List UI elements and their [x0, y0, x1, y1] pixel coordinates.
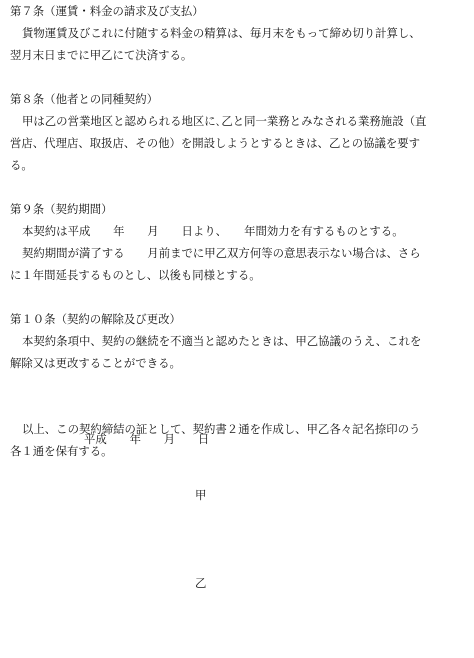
closing-text-line: 以上、この契約締結の証として、契約書２通を作成し、甲乙各々記名捺印のう	[22, 422, 421, 436]
article-7	[10, 0, 466, 66]
spacer	[10, 176, 466, 198]
article-text-line: 解除又は更改することができる。	[10, 356, 181, 370]
article-text-line: る。	[10, 158, 33, 172]
spacer	[10, 396, 466, 418]
article-9	[10, 198, 466, 286]
article-text-line: 貨物運賃及びこれに付随する料金の精算は、毎月末をもって締め切り計算し、	[22, 26, 421, 40]
party-a-label: 甲	[195, 488, 207, 502]
article-text-line: に１年間延長するものとし、以後も同様とする。	[10, 268, 261, 282]
article-heading: 第７条（運賃・料金の請求及び支払）	[10, 4, 204, 18]
article-text-line: 本契約は平成 年 月 日より、 年間効力を有するものとする。	[22, 224, 404, 238]
spacer	[10, 374, 466, 396]
article-text-line: 本契約条項中、契約の継続を不適当と認めたときは、甲乙協議のうえ、これを	[22, 334, 422, 348]
article-heading: 第９条（契約期間）	[10, 202, 113, 216]
article-text-line: 翌月末日までに甲乙にて決済する。	[10, 48, 193, 62]
party-b-label: 乙	[195, 576, 207, 590]
article-text-line: 営店、代理店、取扱店、その他）を開設しようとするときは、乙との協議を要す	[10, 136, 421, 150]
signature-date: 平成 年 月 日	[84, 432, 210, 446]
closing-statement	[10, 418, 466, 462]
closing-text-line: 各１通を保有する。	[10, 444, 113, 458]
article-text-line: 甲は乙の営業地区と認められる地区に､乙と同一業務とみなされる業務施設（直	[22, 114, 427, 128]
article-heading: 第１０条（契約の解除及び更改）	[10, 312, 181, 326]
spacer	[10, 66, 466, 88]
article-8	[10, 88, 466, 176]
article-text-line: 契約期間が満了する 月前までに甲乙双方何等の意思表示ない場合は、さら	[22, 246, 421, 260]
article-heading: 第８条（他者との同種契約）	[10, 92, 159, 106]
article-10	[10, 308, 466, 374]
contract-document	[10, 0, 466, 462]
spacer	[10, 286, 466, 308]
